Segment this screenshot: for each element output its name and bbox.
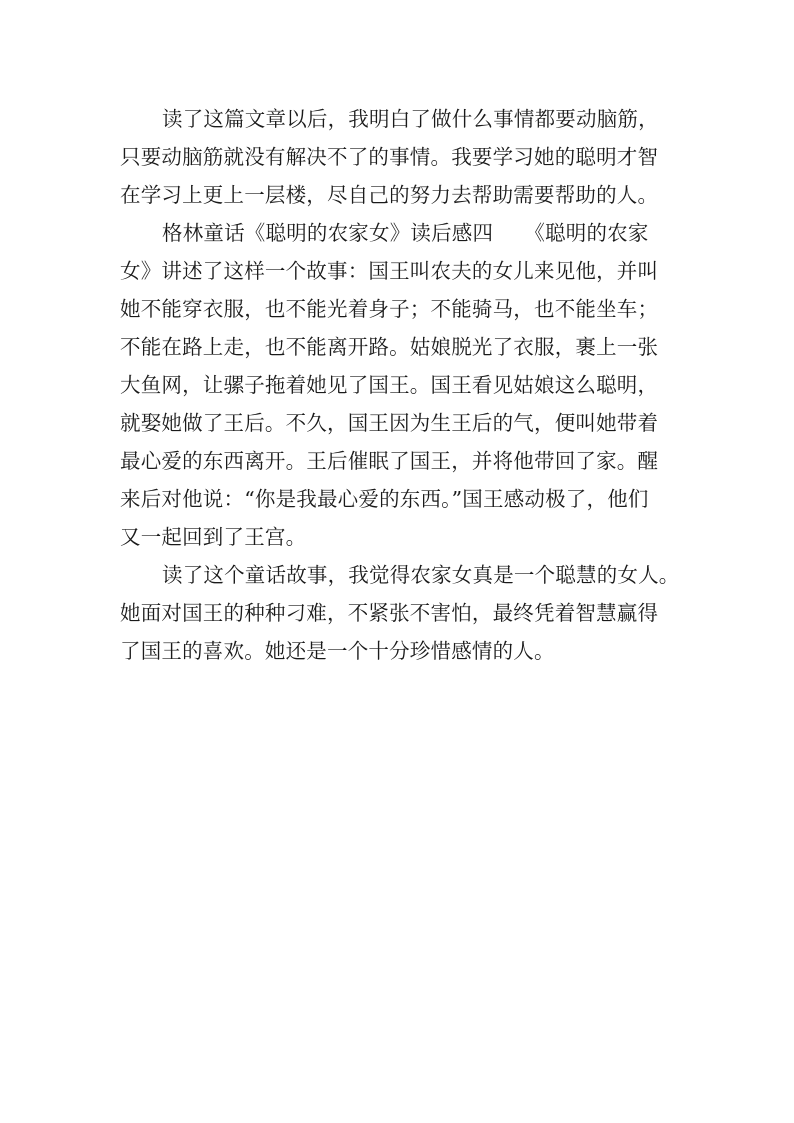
paragraph-3-line-1: 读了这个童话故事，我觉得农家女真是一个聪慧的女人。 [162, 563, 680, 587]
paragraph-2-line-4: 不能在路上走，也不能离开路。姑娘脱光了衣服，裹上一张 [120, 335, 659, 359]
paragraph-2-line-1: 格林童话《聪明的农家女》读后感四 《聪明的农家 [162, 221, 649, 245]
paragraph-3-line-3: 了国王的喜欢。她还是一个十分珍惜感情的人。 [120, 639, 555, 663]
paragraph-2-line-7: 最心爱的东西离开。王后催眠了国王，并将他带回了家。醒 [120, 449, 659, 473]
paragraph-2-line-3: 她不能穿衣服，也不能光着身子；不能骑马，也不能坐车； [120, 297, 659, 321]
paragraph-2-line-9: 又一起回到了王宫。 [120, 525, 307, 549]
paragraph-3-line-2: 她面对国王的种种刁难，不紧张不害怕，最终凭着智慧赢得 [120, 601, 659, 625]
paragraph-2-line-5: 大鱼网，让骡子拖着她见了国王。国王看见姑娘这么聪明， [120, 373, 659, 397]
document-body [120, 100, 690, 670]
paragraph-2-line-6: 就娶她做了王后。不久，国王因为生王后的气，便叫她带着 [120, 411, 659, 435]
paragraph-1-line-1: 读了这篇文章以后，我明白了做什么事情都要动脑筋， [162, 107, 659, 131]
paragraph-1-line-2: 只要动脑筋就没有解决不了的事情。我要学习她的聪明才智 [120, 145, 659, 169]
paragraph-2-line-2: 女》讲述了这样一个故事：国王叫农夫的女儿来见他，并叫 [120, 259, 659, 283]
paragraph-1-line-3: 在学习上更上一层楼，尽自己的努力去帮助需要帮助的人。 [120, 183, 659, 207]
paragraph-2-line-8: 来后对他说：“你是我最心爱的东西。”国王感动极了，他们 [120, 487, 649, 511]
